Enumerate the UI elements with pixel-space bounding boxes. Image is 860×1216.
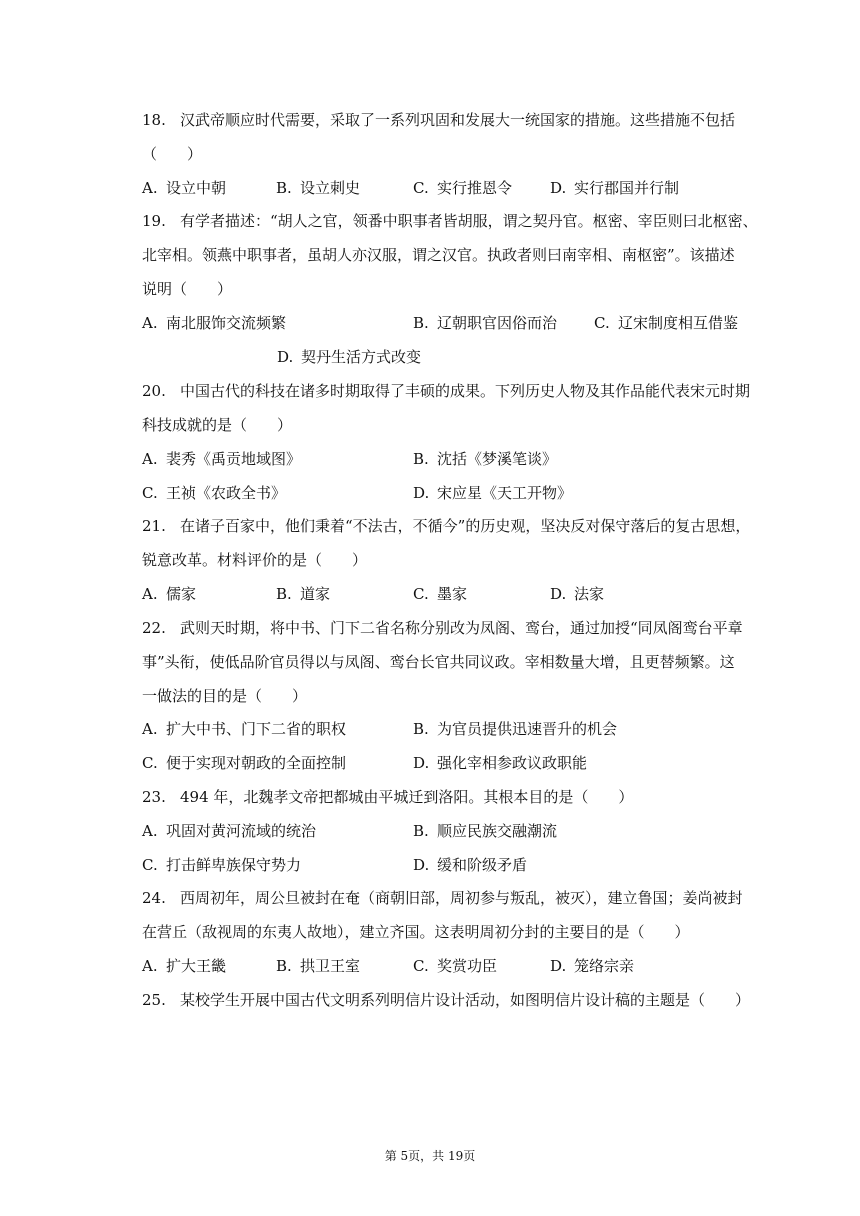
question-25-line-1: 25. 某校学生开展中国古代文明系列明信片设计活动，如图明信片设计稿的主题是（ ） — [142, 991, 751, 1009]
q18-option-c[interactable]: C. 实行推恩令 — [413, 179, 513, 197]
q19-option-c[interactable]: C. 辽宋制度相互借鉴 — [594, 314, 739, 332]
q24-option-a[interactable]: A. 扩大王畿 — [142, 957, 227, 975]
question-22-line-1: 22. 武则天时期，将中书、门下二省名称分别改为凤阁、鸾台，通过加授“同凤阁鸾台平章 — [142, 619, 743, 637]
page-footer: 第 5页，共 19页 — [384, 1149, 476, 1163]
q22-option-c[interactable]: C. 便于实现对朝政的全面控制 — [142, 754, 347, 772]
q24-option-c[interactable]: C. 奖赏功臣 — [413, 957, 498, 975]
q23-option-a[interactable]: A. 巩固对黄河流域的统治 — [142, 822, 317, 840]
q22-option-b[interactable]: B. 为官员提供迅速晋升的机会 — [413, 720, 618, 738]
question-22-line-2: 事”头衔，使低品阶官员得以与凤阁、鸾台长官共同议政。宰相数量大增，且更替频繁。这 — [142, 653, 735, 671]
q21-option-c[interactable]: C. 墨家 — [413, 585, 468, 603]
question-21-line-1: 21. 在诸子百家中，他们秉着“不法古，不循今”的历史观，坚决反对保守落后的复古思想， — [142, 517, 751, 535]
q23-option-c[interactable]: C. 打击鲜卑族保守势力 — [142, 856, 302, 874]
question-20-line-2: 科技成就的是（ ） — [142, 416, 293, 434]
q21-option-d[interactable]: D. 法家 — [550, 585, 605, 603]
q18-option-a[interactable]: A. 设立中朝 — [142, 179, 227, 197]
q20-option-c[interactable]: C. 王祯《农政全书》 — [142, 484, 287, 502]
question-23-line-1: 23. 494 年，北魏孝文帝把都城由平城迁到洛阳。其根本目的是（ ） — [142, 788, 634, 806]
question-22-line-3: 一做法的目的是（ ） — [142, 687, 308, 705]
q21-option-a[interactable]: A. 儒家 — [142, 585, 197, 603]
q22-option-a[interactable]: A. 扩大中书、门下二省的职权 — [142, 720, 347, 738]
question-21-line-2: 锐意改革。材料评价的是（ ） — [142, 551, 368, 569]
q20-option-d[interactable]: D. 宋应星《天工开物》 — [413, 484, 573, 502]
q20-option-b[interactable]: B. 沈括《梦溪笔谈》 — [413, 450, 558, 468]
q21-option-b[interactable]: B. 道家 — [276, 585, 331, 603]
question-24-line-1: 24. 西周初年，周公旦被封在奄（商朝旧部，周初参与叛乱，被灭），建立鲁国；姜尚被封 — [142, 889, 743, 907]
q22-option-d[interactable]: D. 强化宰相参政议政职能 — [413, 754, 588, 772]
q20-option-a[interactable]: A. 裴秀《禹贡地域图》 — [142, 450, 302, 468]
question-19-line-3: 说明（ ） — [142, 280, 233, 298]
question-18-line-2: （ ） — [142, 145, 203, 163]
question-20-line-1: 20. 中国古代的科技在诸多时期取得了丰硕的成果。下列历史人物及其作品能代表宋元时期 — [142, 382, 751, 400]
q24-option-d[interactable]: D. 笼络宗亲 — [550, 957, 635, 975]
question-18-line-1: 18. 汉武帝顺应时代需要，采取了一系列巩固和发展大一统国家的措施。这些措施不包括 — [142, 111, 736, 129]
q23-option-b[interactable]: B. 顺应民族交融潮流 — [413, 822, 558, 840]
q24-option-b[interactable]: B. 拱卫王室 — [276, 957, 361, 975]
q19-option-d[interactable]: D. 契丹生活方式改变 — [277, 348, 422, 366]
q19-option-b[interactable]: B. 辽朝职官因俗而治 — [413, 314, 558, 332]
question-19-line-1: 19. 有学者描述：“胡人之官，领番中职事者皆胡服，谓之契丹官。枢密、宰臣则曰北枢密、 — [142, 212, 758, 230]
q19-option-a[interactable]: A. 南北服饰交流频繁 — [142, 314, 287, 332]
q23-option-d[interactable]: D. 缓和阶级矛盾 — [413, 856, 528, 874]
q18-option-b[interactable]: B. 设立刺史 — [276, 179, 361, 197]
question-24-line-2: 在营丘（敌视周的东夷人故地），建立齐国。这表明周初分封的主要目的是（ ） — [142, 923, 690, 941]
q18-option-d[interactable]: D. 实行郡国并行制 — [550, 179, 680, 197]
question-19-line-2: 北宰相。领燕中职事者，虽胡人亦汉服，谓之汉官。执政者则曰南宰相、南枢密”。该描述 — [142, 246, 735, 264]
